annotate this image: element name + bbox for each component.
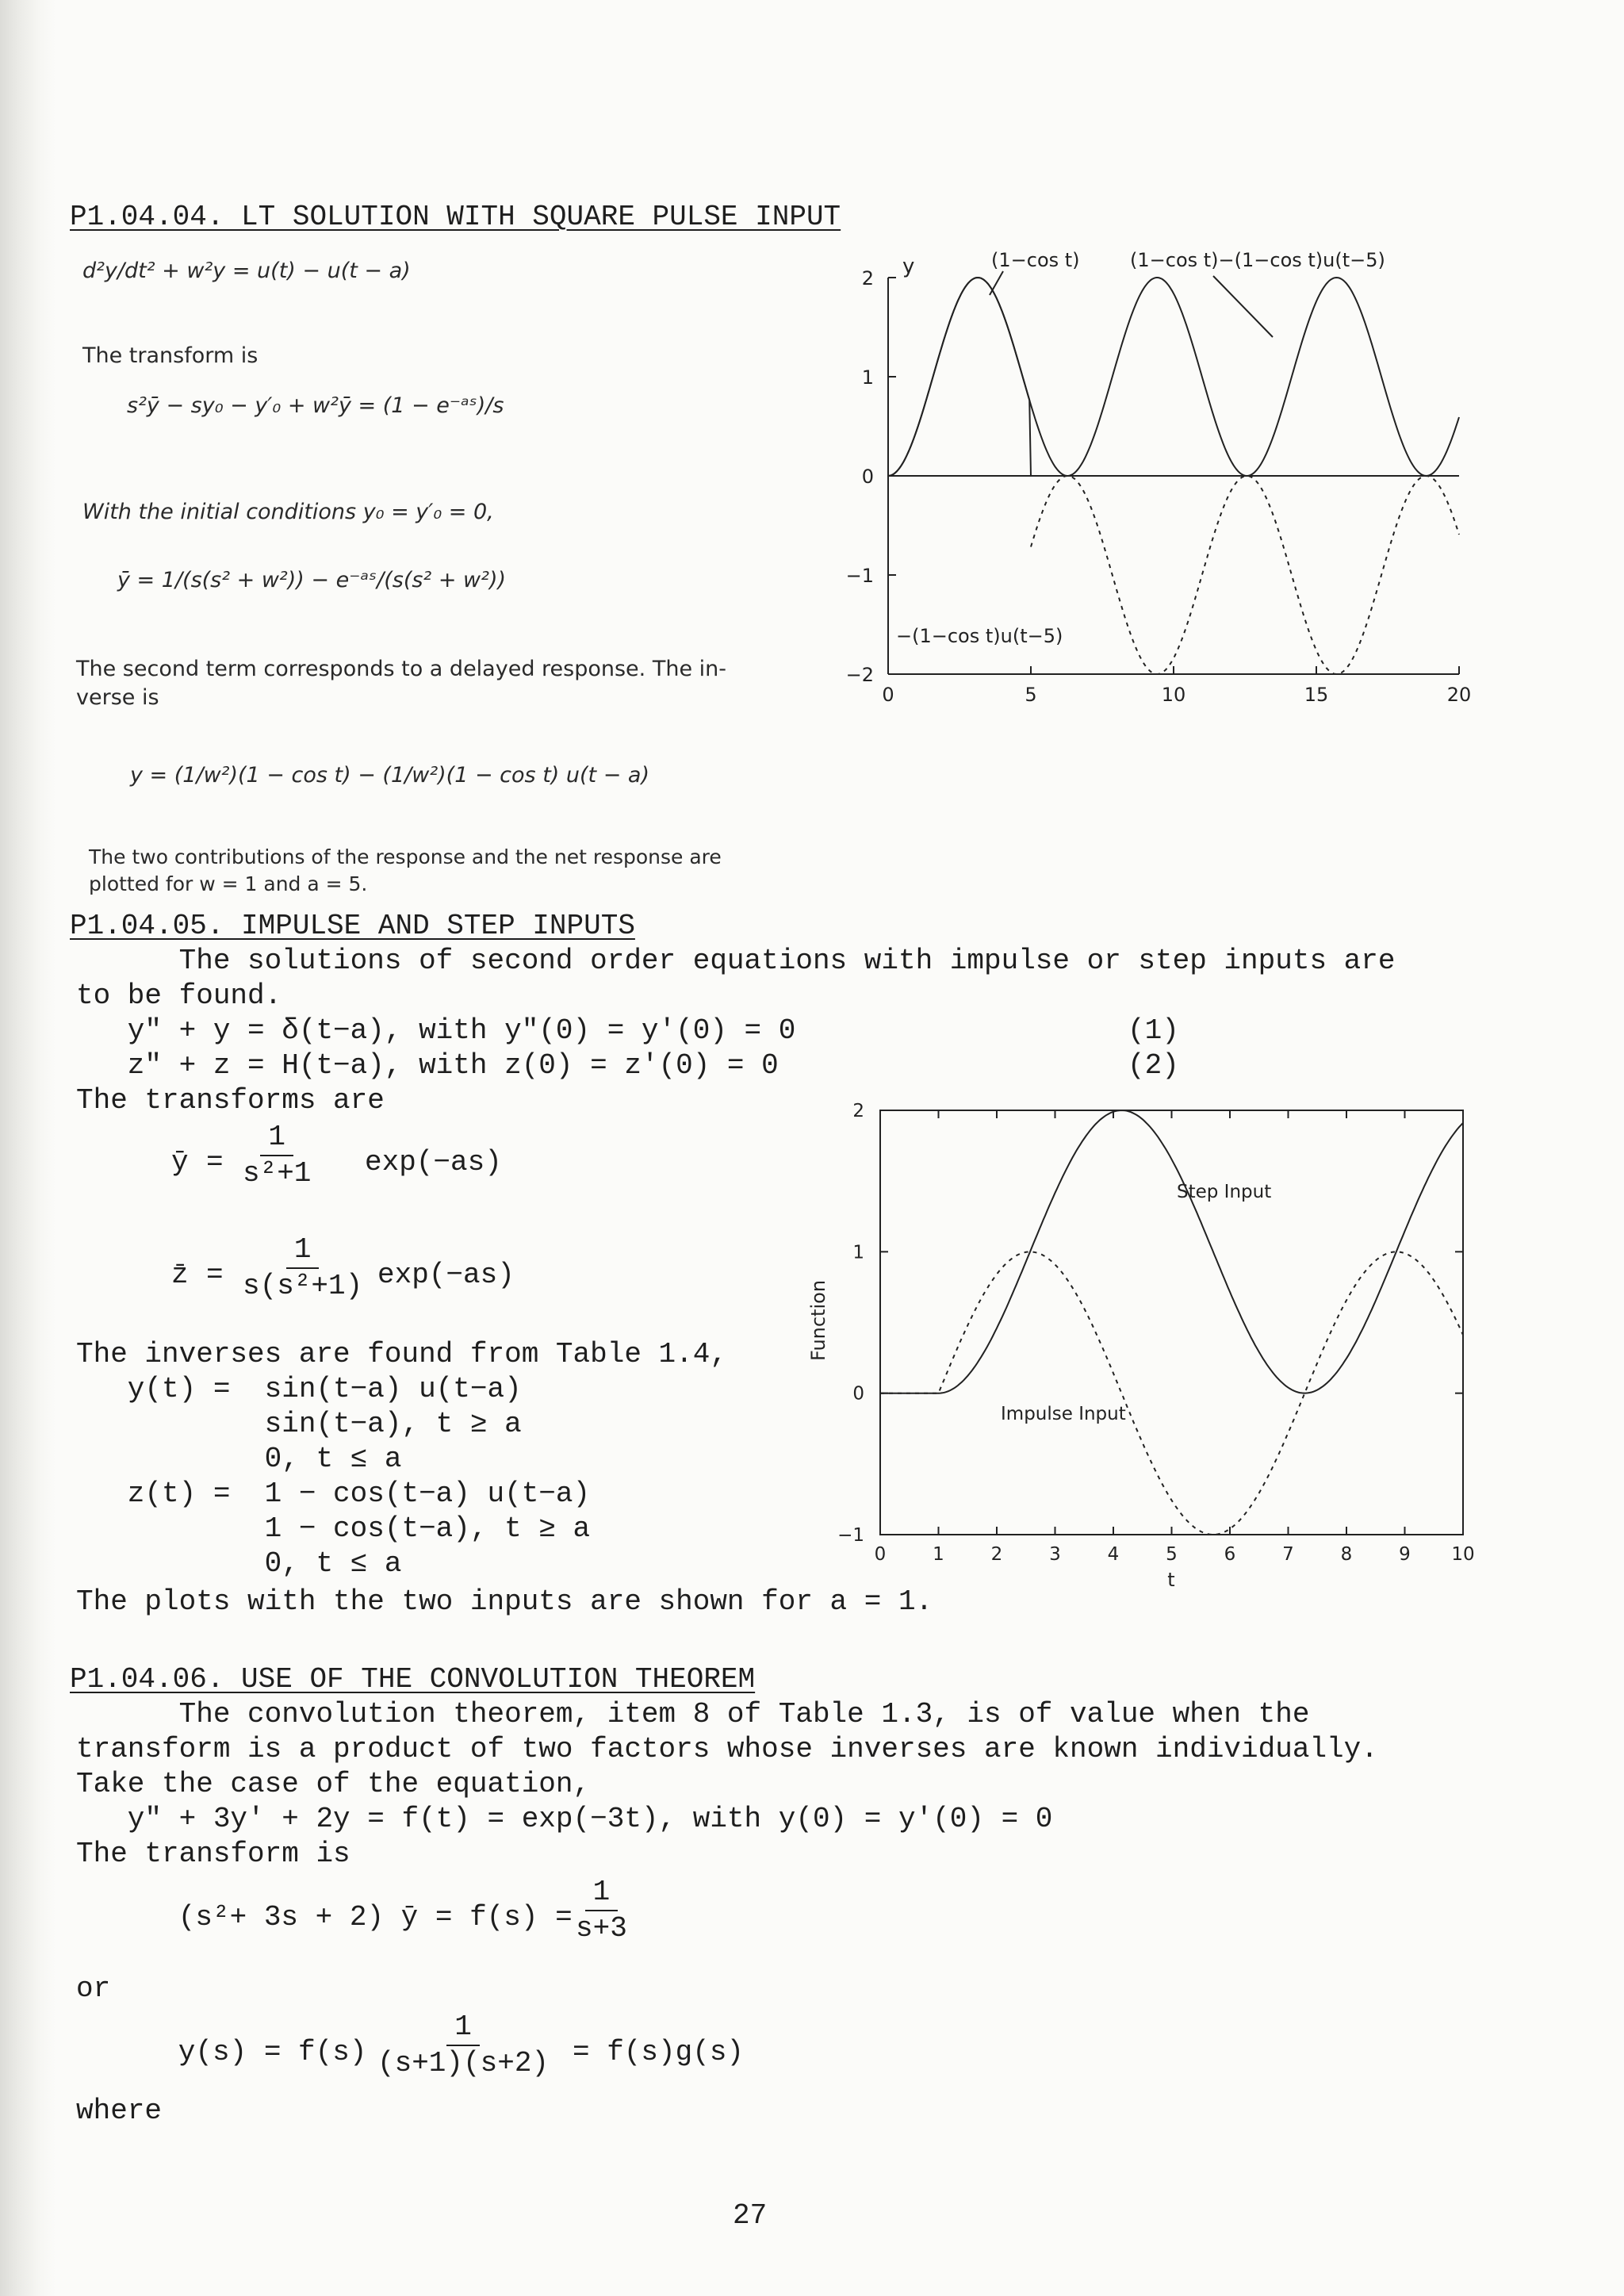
ybar-equation: ȳ = 1/(s(s² + w²)) − e⁻ᵃˢ/(s(s² + w²)): [117, 568, 507, 592]
p0406-or: or: [76, 1972, 111, 2005]
initial-conditions: With the initial conditions y₀ = y′₀ = 0,: [82, 500, 494, 524]
p0406-line1: The convolution theorem, item 8 of Table 1.3, is of value when the: [76, 1698, 1310, 1731]
section-heading-p0404: P1.04.04. LT SOLUTION WITH SQUARE PULSE INPUT: [70, 201, 841, 233]
plots-text: The plots with the two inputs are shown for a = 1.: [76, 1585, 933, 1618]
p0406-ys-numerator: 1: [446, 2010, 480, 2046]
p0405-line2: to be found.: [76, 979, 282, 1012]
chart2-xtick-label: 2: [990, 1544, 1003, 1565]
chart1-label-1-cos-pointer: [990, 271, 1003, 295]
z-inverse-line-2: 1 − cos(t−a), t ≥ a: [76, 1512, 591, 1545]
p0406-transform-label: The transform is: [76, 1838, 350, 1870]
p0406-line2: transform is a product of two factors whose inverses are known individually.: [76, 1733, 1378, 1765]
zbar-rhs: exp(−as): [377, 1259, 515, 1291]
plot-caption-2: plotted for w = 1 and a = 5.: [89, 872, 368, 895]
chart1-ytick-label: 0: [861, 466, 874, 488]
chart1-xtick-label: 0: [882, 684, 894, 706]
chart1-ylabel: y: [902, 255, 915, 278]
chart1-xtick-label: 5: [1025, 684, 1037, 706]
y-inverse-line-1: y(t) = sin(t−a) u(t−a): [76, 1373, 522, 1405]
p0405-eq1-number: (1): [1128, 1014, 1179, 1047]
chart1-series-delayed: [1031, 476, 1459, 674]
ybar-rhs: exp(−as): [365, 1146, 502, 1179]
ybar-denominator: s²+1: [243, 1157, 312, 1190]
z-inverse-line-3: 0, t ≤ a: [76, 1547, 402, 1580]
inverse-equation: y = (1/w²)(1 − cos t) − (1/w²)(1 − cos t) u(t − a): [130, 763, 650, 788]
chart2-xtick-label: 5: [1166, 1544, 1178, 1565]
zbar-equals: =: [206, 1259, 224, 1291]
chart1-label-net-pointer: [1213, 276, 1273, 337]
chart2-xtick-label: 7: [1282, 1544, 1294, 1565]
chart1-series-1-cos: [888, 278, 1459, 476]
transform-equation: s²ȳ − sy₀ − y′₀ + w²ȳ = (1 − e⁻ᵃˢ)/s: [127, 393, 504, 418]
chart1-ytick-label: 1: [861, 366, 874, 389]
chart2-xtick-label: 0: [874, 1544, 887, 1565]
chart1-series-net: [888, 278, 1459, 476]
chart1-xtick-label: 20: [1446, 684, 1472, 706]
chart2-xtick-label: 1: [933, 1544, 944, 1565]
p0406-ys-rhs: = f(s)g(s): [573, 2036, 745, 2068]
y-inverse-line-3: 0, t ≤ a: [76, 1443, 402, 1475]
ode-equation: d²y/dt² + w²y = u(t) − u(t − a): [82, 259, 411, 283]
chart2-frame: [880, 1110, 1463, 1535]
chart2-xtick-label: 6: [1224, 1544, 1236, 1565]
chart1-xtick-label: 15: [1304, 684, 1329, 706]
ybar-fraction: [235, 1120, 319, 1191]
y-inverse-line-2: sin(t−a), t ≥ a: [76, 1408, 522, 1440]
chart2-xtick-label: 3: [1049, 1544, 1061, 1565]
p0405-eq1: y" + y = δ(t−a), with y"(0) = y'(0) = 0: [76, 1014, 796, 1047]
plot-caption-1: The two contributions of the response and the net response are: [89, 845, 722, 868]
p0405-eq2: z" + z = H(t−a), with z(0) = z'(0) = 0: [76, 1049, 779, 1082]
zbar-lhs: z̄: [171, 1259, 189, 1291]
zbar-denominator: s(s²+1): [243, 1270, 363, 1302]
chart-square-pulse: [841, 230, 1475, 722]
p0406-line3: Take the case of the equation,: [76, 1768, 591, 1800]
p0406-transform-denominator: s+3: [576, 1912, 627, 1945]
zbar-fraction: [235, 1232, 370, 1304]
p0405-eq2-number: (2): [1128, 1049, 1179, 1082]
chart2-xtick-label: 4: [1107, 1544, 1120, 1565]
chart2-xtick-label: 8: [1340, 1544, 1353, 1565]
ybar-numerator: 1: [260, 1120, 293, 1156]
chart1-label-1-cos: (1−cos t): [991, 249, 1080, 271]
chart2-ytick-label: 2: [852, 1101, 864, 1121]
chart1-label-net: (1−cos t)−(1−cos t)u(t−5): [1130, 249, 1385, 271]
p0405-line1: The solutions of second order equations with impulse or step inputs are: [76, 945, 1396, 977]
chart1-ytick-label: −1: [845, 565, 874, 587]
chart1-xtick-label: 10: [1161, 684, 1186, 706]
chart2-ytick-label: −1: [837, 1525, 864, 1546]
second-term-text-1: The second term corresponds to a delayed response. The in-: [76, 657, 726, 681]
zbar-numerator: 1: [286, 1232, 320, 1269]
chart2-ylabel: Function: [807, 1279, 829, 1362]
second-term-text-2: verse is: [76, 685, 159, 710]
section-heading-p0405: P1.04.05. IMPULSE AND STEP INPUTS: [70, 910, 635, 942]
z-inverse-line-1: z(t) = 1 − cos(t−a) u(t−a): [76, 1478, 591, 1510]
chart2-ytick-label: 1: [852, 1242, 864, 1263]
chart2-label-impulse: Impulse Input: [1001, 1404, 1126, 1424]
p0406-ys-fraction: [370, 2010, 557, 2081]
chart2-ytick-label: 0: [852, 1383, 864, 1405]
chart2-xlabel: t: [1167, 1569, 1175, 1586]
chart1-ytick-label: 2: [861, 267, 874, 289]
transform-intro: The transform is: [82, 343, 259, 368]
p0406-transform-fraction: [568, 1875, 635, 1946]
chart1-ytick-label: −2: [845, 664, 874, 686]
section-heading-p0406: P1.04.06. USE OF THE CONVOLUTION THEOREM: [70, 1663, 756, 1696]
ybar-lhs: ȳ: [171, 1146, 189, 1179]
chart2-xtick-label: 10: [1451, 1544, 1475, 1565]
page-number: 27: [733, 2199, 768, 2232]
chart1-label-delayed: −(1−cos t)u(t−5): [896, 625, 1063, 647]
chart2-series-impulse: [880, 1251, 1463, 1535]
p0406-equation: y" + 3y' + 2y = f(t) = exp(−3t), with y(0) = y'(0) = 0: [76, 1803, 1053, 1835]
p0406-ys-lhs: y(s) = f(s): [127, 2036, 367, 2068]
ybar-equals: =: [206, 1146, 224, 1179]
chart2-xtick-label: 9: [1399, 1544, 1411, 1565]
chart-impulse-step: [793, 1094, 1491, 1586]
p0406-where: where: [76, 2095, 163, 2127]
p0406-transform-numerator: 1: [585, 1875, 619, 1911]
chart2-series-step: [880, 1110, 1463, 1393]
scan-edge-shadow: [0, 0, 56, 2296]
transforms-label: The transforms are: [76, 1084, 385, 1117]
inverses-label: The inverses are found from Table 1.4,: [76, 1338, 727, 1370]
chart2-label-step: Step Input: [1177, 1182, 1272, 1202]
p0406-transform-lhs: (s²+ 3s + 2) ȳ = f(s) =: [127, 1901, 573, 1934]
p0406-ys-denominator: (s+1)(s+2): [377, 2047, 550, 2079]
